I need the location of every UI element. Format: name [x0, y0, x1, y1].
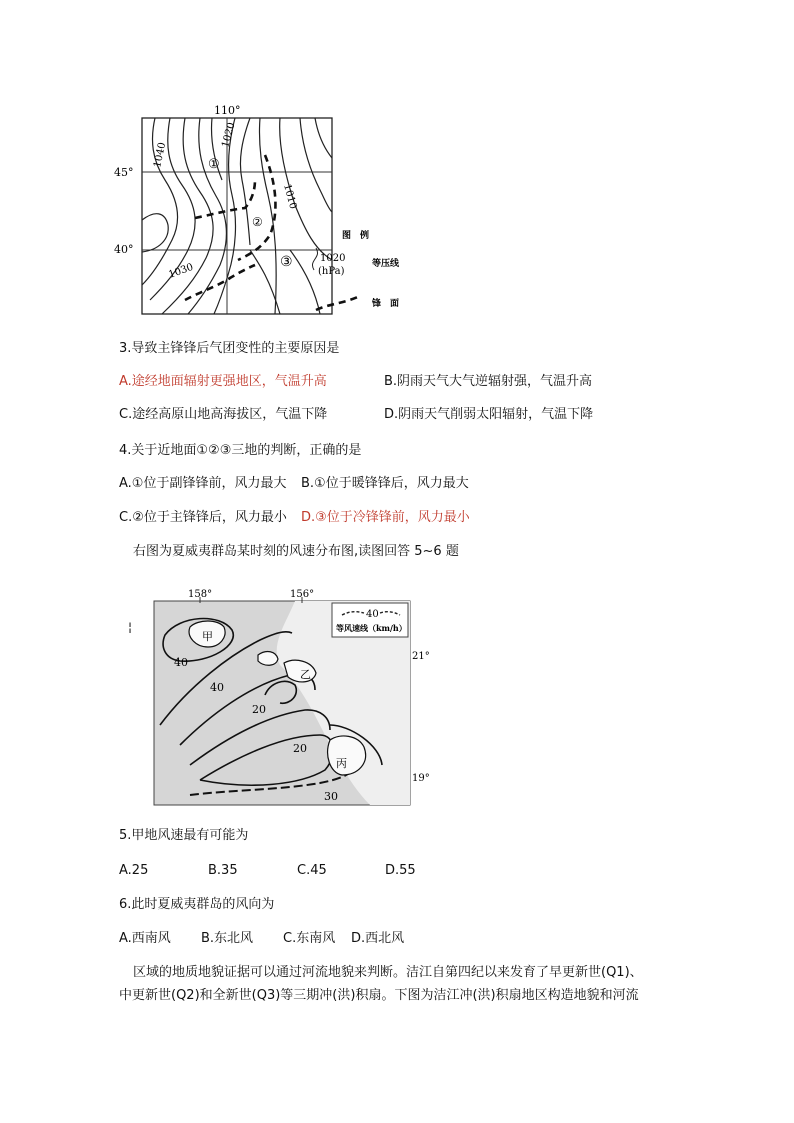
- legend-front-symbol: [316, 296, 360, 310]
- isobar-label-1010: 1010: [281, 182, 299, 211]
- q5-stem: 5.甲地风速最有可能为: [119, 828, 249, 843]
- q3-option-c: C.途经高原山地高海拔区，气温下降: [119, 407, 328, 422]
- lat-label-40: 40°: [114, 243, 134, 256]
- q5-option-a: A.25: [119, 863, 149, 878]
- lat-label-45: 45°: [114, 166, 134, 179]
- lat-label-21: 21°: [412, 651, 430, 662]
- q6-option-b: B.东北风: [201, 931, 254, 946]
- legend-label: 等风速线（km/h）: [336, 623, 407, 633]
- q6-option-a: A.西南风: [119, 931, 171, 946]
- isobar-front-map: [110, 100, 430, 325]
- legend-isobar-unit: (hPa): [318, 266, 345, 277]
- legend-isobar-value: 1020: [320, 253, 346, 264]
- q6-stem: 6.此时夏威夷群岛的风向为: [119, 897, 275, 912]
- q4-stem: 4.关于近地面①②③三地的判断，正确的是: [119, 443, 362, 458]
- island-yi-label: 乙: [300, 668, 311, 681]
- contour-label-40b: 40: [210, 681, 224, 694]
- point-2-label: ②: [252, 215, 263, 229]
- q4-option-d: D.③位于冷锋锋前，风力最小: [301, 510, 470, 525]
- paragraph-line-2: 中更新世(Q2)和全新世(Q3)等三期冲(洪)积扇。下图为洁江冲(洪)积扇地区构造地貌和河流: [119, 988, 639, 1003]
- legend-isobar-label: 等压线: [372, 259, 400, 269]
- legend-title: 图 例: [342, 231, 370, 241]
- q6-option-d: D.西北风: [351, 931, 405, 946]
- q4-option-c: C.②位于主锋锋后，风力最小: [119, 510, 287, 525]
- island-jia-label: 甲: [202, 630, 213, 643]
- q3-option-a: A.途经地面辐射更强地区，气温升高: [119, 374, 327, 389]
- isobar-label-1020: 1020: [220, 121, 238, 149]
- q3-stem: 3.导致主锋锋后气团变性的主要原因是: [119, 341, 340, 356]
- margin-mark: ¦: [128, 620, 133, 634]
- lat-label-19: 19°: [412, 773, 430, 784]
- lon-label-158: 158°: [188, 589, 213, 600]
- q5-option-b: B.35: [208, 863, 238, 878]
- legend-value: 40: [366, 609, 379, 620]
- point-3-label: ③: [280, 254, 293, 270]
- q3-option-b: B.阴雨天气大气逆辐射强，气温升高: [384, 374, 593, 389]
- map-frame: [142, 118, 332, 314]
- legend-isobar-symbol: [312, 248, 317, 270]
- hawaii-wind-map: [120, 585, 440, 810]
- isobars: [142, 118, 332, 314]
- point-1-label: ①: [208, 157, 220, 172]
- southern-front: [185, 265, 255, 300]
- q3-option-d: D.阴雨天气削弱太阳辐射，气温下降: [384, 407, 594, 422]
- contour-label-40a: 40: [174, 656, 188, 669]
- q5-option-c: C.45: [297, 863, 327, 878]
- contour-label-30: 30: [324, 790, 338, 803]
- legend-front-label: 锋 面: [372, 299, 400, 309]
- lon-label-110: 110°: [214, 104, 241, 117]
- isobar-label-1030: 1030: [167, 261, 195, 281]
- contour-label-20a: 20: [252, 703, 266, 716]
- paragraph-line-1: 区域的地质地貌证据可以通过河流地貌来判断。洁江自第四纪以来发育了早更新世(Q1)、: [133, 965, 643, 980]
- island-bing-label: 丙: [336, 757, 347, 770]
- q4-option-a: A.①位于副锋锋前，风力最大: [119, 476, 287, 491]
- island-small-1: [258, 652, 278, 666]
- q5-option-d: D.55: [385, 863, 416, 878]
- q4-option-b: B.①位于暖锋锋后，风力最大: [301, 476, 469, 491]
- lon-label-156: 156°: [290, 589, 315, 600]
- isobar-label-1040: 1040: [152, 141, 169, 169]
- intro-5-6: 右图为夏威夷群岛某时刻的风速分布图,读图回答 5~6 题: [133, 544, 459, 559]
- q6-option-c: C.东南风: [283, 931, 336, 946]
- contour-label-20b: 20: [293, 742, 307, 755]
